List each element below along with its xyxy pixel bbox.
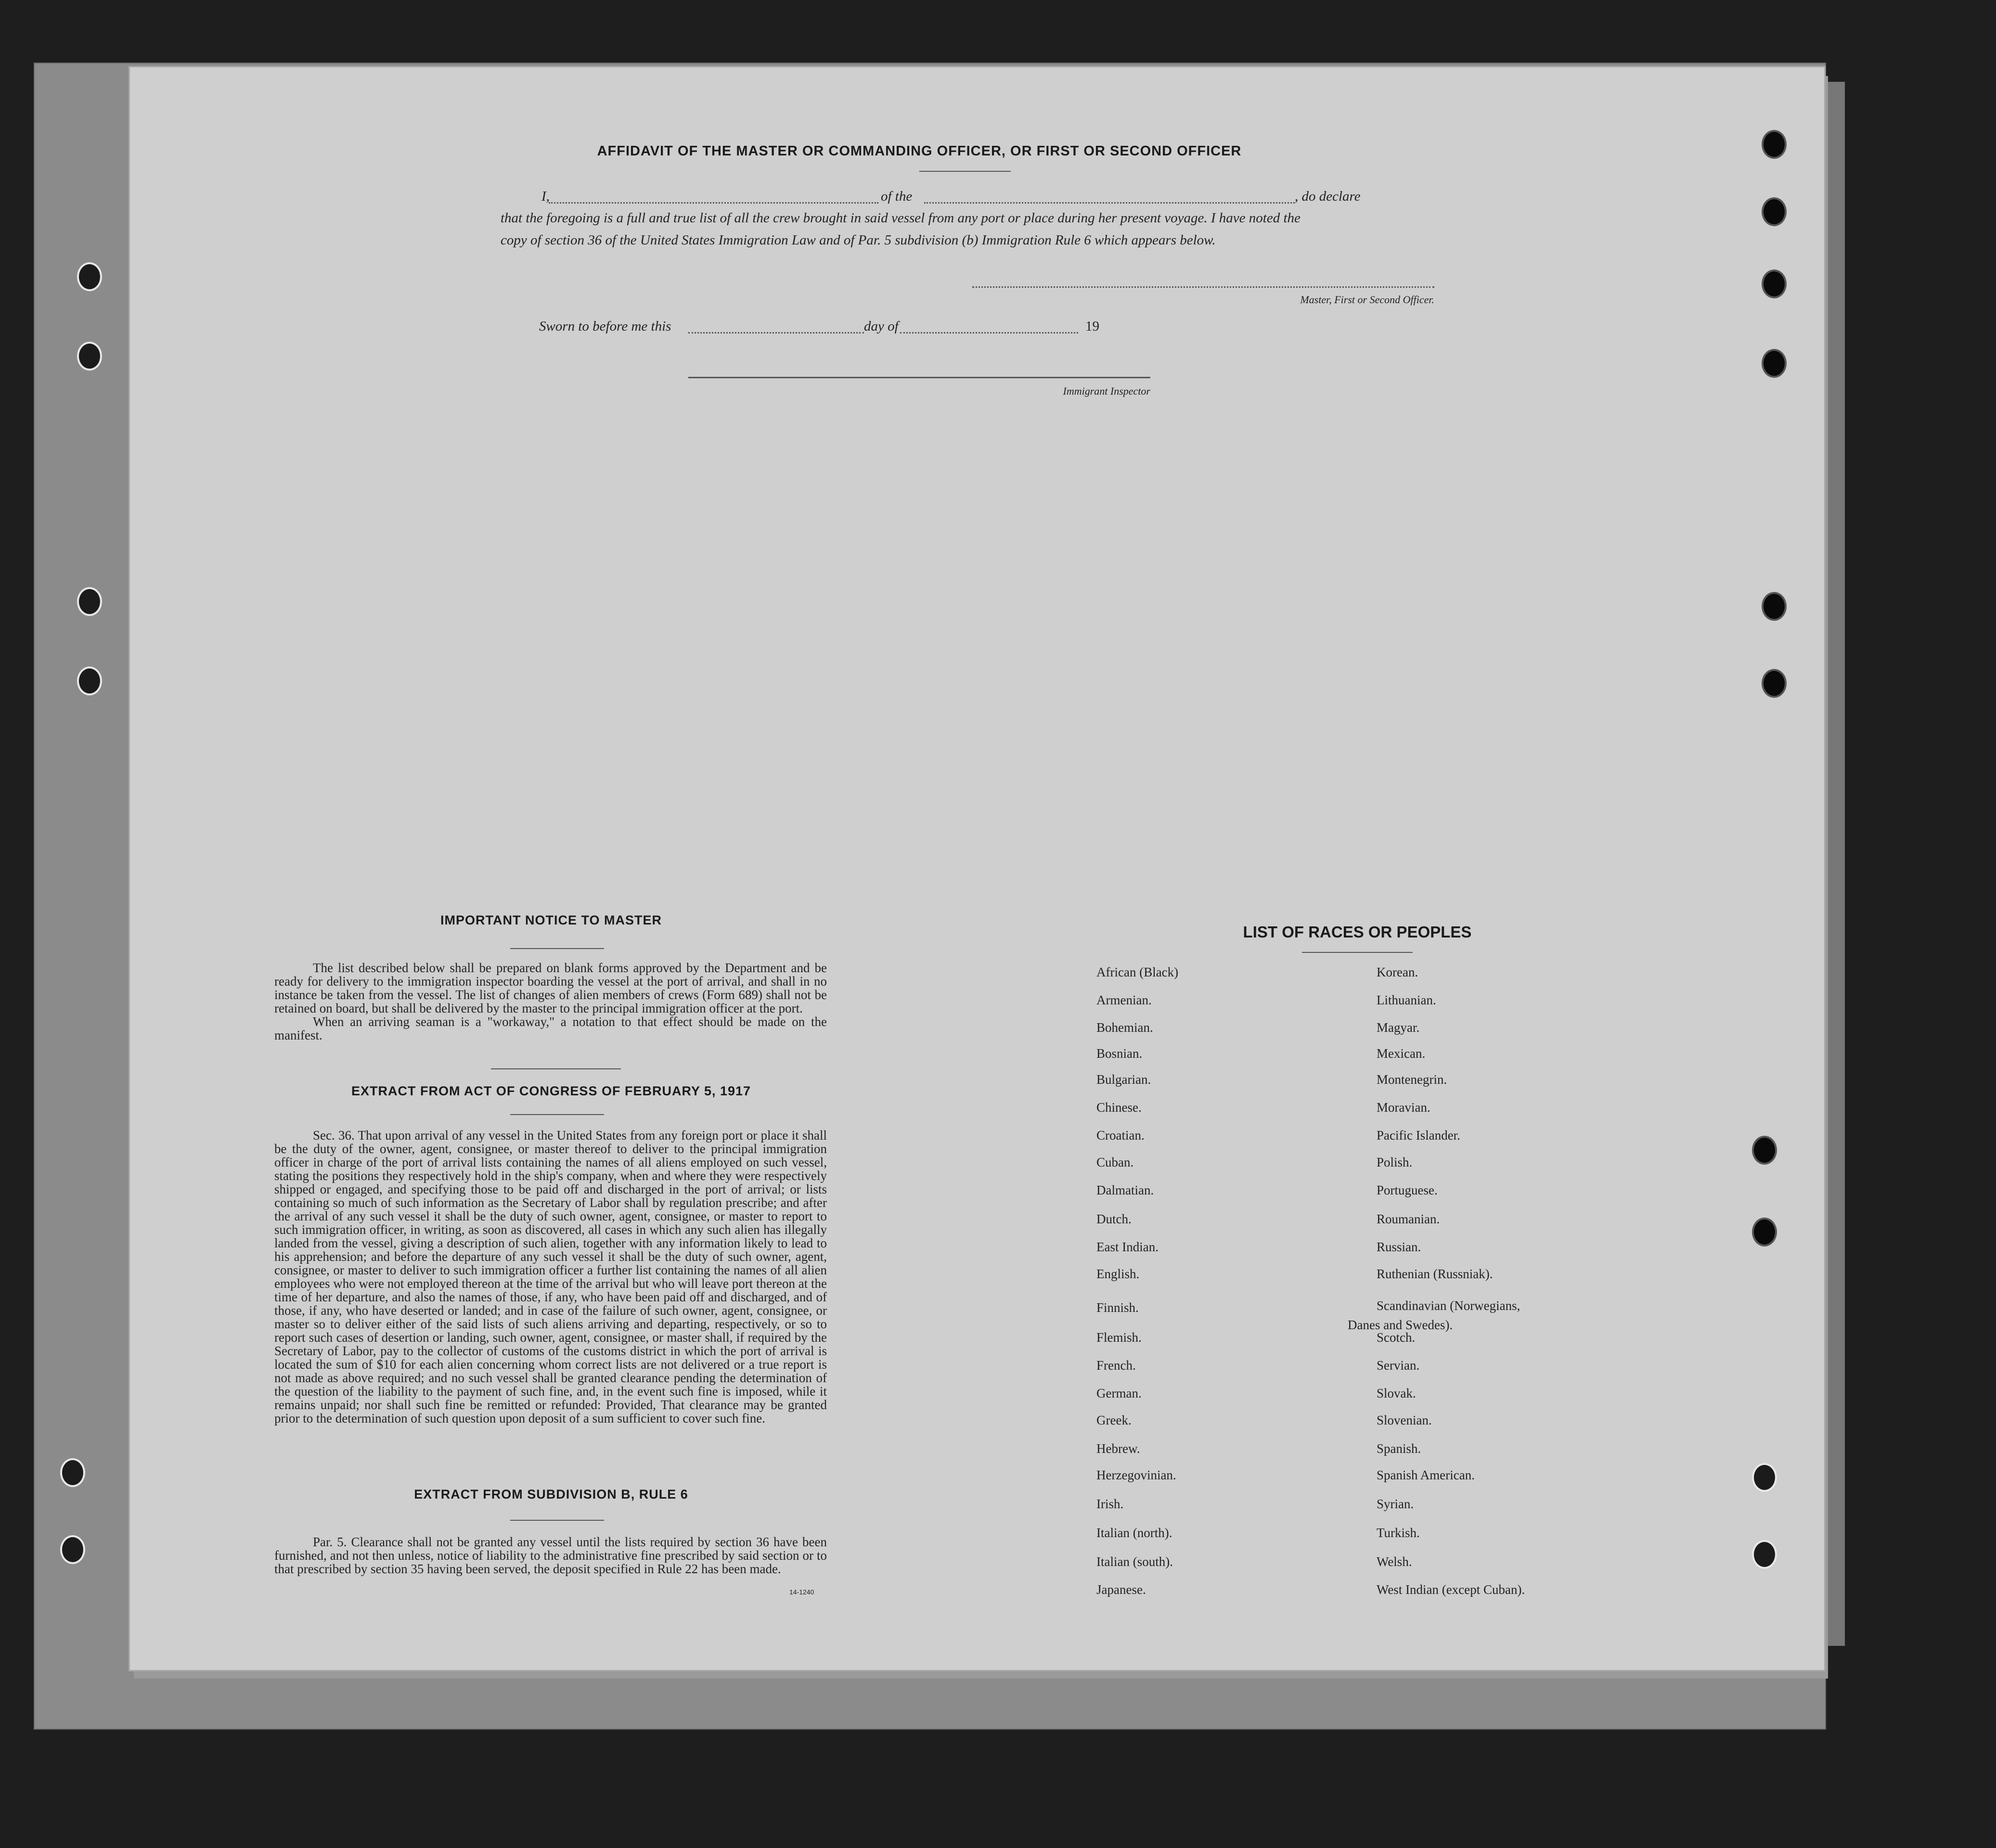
sworn-month-field[interactable] <box>900 332 1078 334</box>
affidavit-of-the: of the <box>881 189 913 204</box>
inspector-signature-field[interactable] <box>688 377 1150 378</box>
vessel-name-field[interactable] <box>924 202 1295 204</box>
race-item: Cuban. <box>1096 1155 1134 1169</box>
binder-hole-icon <box>60 1458 85 1487</box>
punch-hole-icon <box>1762 270 1787 298</box>
punch-hole-icon <box>1752 1136 1777 1165</box>
binder-hole-icon <box>60 1535 85 1564</box>
race-item: East Indian. <box>1096 1240 1159 1254</box>
extract-rule-body <box>274 1535 827 1576</box>
master-signature-label: Master, First or Second Officer. <box>1300 294 1434 306</box>
race-item: Scandinavian (Norwegians, <box>1377 1298 1520 1313</box>
race-item: Japanese. <box>1096 1582 1146 1597</box>
divider <box>510 1114 604 1115</box>
race-item: Polish. <box>1377 1155 1413 1169</box>
inspector-label: Immigrant Inspector <box>1063 385 1150 397</box>
affidavit-title: AFFIDAVIT OF THE MASTER OR COMMANDING OFFICER, OR FIRST OR SECOND OFFICER <box>597 143 1242 159</box>
affidavit-do-declare: , do declare <box>1295 189 1361 204</box>
extract-rule-title: EXTRACT FROM SUBDIVISION B, RULE 6 <box>414 1487 688 1502</box>
race-item: Slovak. <box>1377 1386 1416 1400</box>
race-item: Scotch. <box>1377 1330 1416 1345</box>
divider <box>491 1068 621 1069</box>
race-item: Mexican. <box>1377 1046 1426 1061</box>
officer-name-field[interactable] <box>549 202 878 204</box>
race-item: Syrian. <box>1377 1497 1414 1511</box>
race-item: Korean. <box>1377 965 1418 979</box>
notice-para-2: When an arriving seaman is a "workaway," a notation to that effect should be made on the manifest. <box>274 1014 827 1042</box>
race-item: Welsh. <box>1377 1554 1412 1569</box>
notice-title: IMPORTANT NOTICE TO MASTER <box>440 913 662 927</box>
race-item: Roumanian. <box>1377 1212 1440 1226</box>
punch-hole-icon <box>1762 669 1787 698</box>
sworn-text: Sworn to before me this <box>539 319 671 334</box>
divider <box>510 1520 604 1521</box>
race-item: Dalmatian. <box>1096 1183 1154 1197</box>
race-item: Turkish. <box>1377 1526 1420 1540</box>
binder-hole-icon <box>77 342 102 371</box>
race-item: Moravian. <box>1377 1100 1430 1115</box>
form-code: 14-1240 <box>789 1588 814 1596</box>
race-item: Servian. <box>1377 1358 1420 1373</box>
binder-hole-icon <box>77 587 102 616</box>
punch-hole-icon <box>1762 349 1787 378</box>
race-item: Armenian. <box>1096 993 1152 1007</box>
day-of-label: day of <box>864 319 899 334</box>
sworn-day-field[interactable] <box>688 332 864 334</box>
affidavit-line-2: that the foregoing is a full and true list of all the crew brought in said vessel from any port or place during her present voyage. I have noted the <box>501 210 1301 226</box>
race-item: Croatian. <box>1096 1128 1145 1142</box>
race-item: Portuguese. <box>1377 1183 1438 1197</box>
race-item: Bosnian. <box>1096 1046 1143 1061</box>
punch-hole-icon <box>1752 1218 1777 1246</box>
punch-hole-icon <box>1762 592 1787 621</box>
race-item: Dutch. <box>1096 1212 1132 1226</box>
race-item: Pacific Islander. <box>1377 1128 1460 1142</box>
races-title: LIST OF RACES OR PEOPLES <box>1243 923 1472 941</box>
document-page <box>130 67 1824 1670</box>
notice-para-1: The list described below shall be prepared on blank forms approved by the Department and be ready for delivery to the immigration inspector boarding the vessel at the port of arrival, and shall in no instance be taken from the vessel. The list of changes of alien members of crews (Form 689) shall not be retained on board, but shall be delivered by the master to the principal immigration officer at the port. <box>274 961 827 1015</box>
extract-act-title: EXTRACT FROM ACT OF CONGRESS OF FEBRUARY 5, 1917 <box>351 1084 751 1098</box>
punch-hole-icon <box>1752 1540 1777 1569</box>
race-item: West Indian (except Cuban). <box>1377 1582 1525 1597</box>
master-signature-field[interactable] <box>972 286 1434 288</box>
divider <box>510 948 604 949</box>
notice-body <box>274 961 827 1042</box>
race-item: Hebrew. <box>1096 1441 1140 1456</box>
affidavit-line-3: copy of section 36 of the United States Immigration Law and of Par. 5 subdivision (b) Immigration Rule 6 which appears below. <box>501 232 1216 248</box>
affidavit-i-label: I, <box>541 189 550 204</box>
extract-act-body <box>274 1129 827 1425</box>
race-item: Lithuanian. <box>1377 993 1436 1007</box>
punch-hole-icon <box>1752 1463 1777 1492</box>
race-item: Bohemian. <box>1096 1020 1153 1035</box>
race-item: Spanish American. <box>1377 1468 1475 1482</box>
race-item: Greek. <box>1096 1413 1132 1427</box>
race-item: Herzegovinian. <box>1096 1468 1176 1482</box>
race-item: Finnish. <box>1096 1300 1139 1315</box>
race-item: Magyar. <box>1377 1020 1420 1035</box>
race-item: Montenegrin. <box>1377 1072 1447 1087</box>
par-5-text: Par. 5. Clearance shall not be granted any vessel until the lists required by section 36 have been furnished, and not then unless, notice of liability to the administrative fine prescribed by said section or to that prescribed by section 35 having been served, the deposit specified in Rule 22 has been made. <box>274 1535 827 1576</box>
race-item: Slovenian. <box>1377 1413 1432 1427</box>
race-item: Danes and Swedes). <box>1348 1318 1453 1332</box>
race-item: Bulgarian. <box>1096 1072 1151 1087</box>
race-item: Spanish. <box>1377 1441 1421 1456</box>
punch-hole-icon <box>1762 197 1787 226</box>
race-item: Irish. <box>1096 1497 1124 1511</box>
race-item: Flemish. <box>1096 1330 1142 1345</box>
year-prefix: 19 <box>1085 319 1099 334</box>
divider <box>919 171 1011 172</box>
race-item: English. <box>1096 1267 1140 1281</box>
race-item: Italian (north). <box>1096 1526 1172 1540</box>
punch-hole-icon <box>1762 130 1787 159</box>
section-36-text: Sec. 36. That upon arrival of any vessel in the United States from any foreign port or place it shall be the duty of the owner, agent, consignee, or master thereof to deliver to the principal immigration officer in charge of the port of arrival lists containing the names of all aliens employed on such vessel, stating the positions they respectively hold in the ship's company, when and where they were respectively shipped or engaged, and specifying those to be paid off and discharged in the port of arrival; or lists containing so much of such information as the Secretary of Labor shall by regulation prescribe; and after the arrival of any such vessel it shall be the duty of such owner, agent, consignee, or master to report to such immigration officer, in writing, as soon as discovered, all cases in which any such alien has illegally landed from the vessel, giving a description of such alien, together with any information likely to lead to his apprehension; and before the departure of any such vessel it shall be the duty of such owner, agent, consignee, or master to deliver to such immigration officer a further list containing the names of all alien employees who were not employed thereon at the time of the arrival but who will leave port thereon at the time of her departure, and also the names of those, if any, who have been paid off and discharged, and of those, if any, who have deserted or landed; and in case of the failure of such owner, agent, consignee, or master so to deliver either of the said lists of such aliens arriving and departing, respectively, or so to report such cases of desertion or landing, such owner, agent, consignee, or master shall, if required by the Secretary of Labor, pay to the collector of customs of the customs district in which the port of arrival is located the sum of $10 for each alien concerning whom correct lists are not delivered or a true report is not made as above required; and no such vessel shall be granted clearance pending the determination of the question of the liability to the payment of such fine, and, in the event such fine is imposed, while it remains unpaid; nor shall such fine be remitted or refunded: Provided, That clearance may be granted prior to the determination of such question upon deposit of a sum sufficient to cover such fine. <box>274 1128 827 1425</box>
divider <box>1302 952 1413 953</box>
race-item: German. <box>1096 1386 1142 1400</box>
race-item: Ruthenian (Russniak). <box>1377 1267 1493 1281</box>
race-item: Italian (south). <box>1096 1554 1173 1569</box>
race-item: African (Black) <box>1096 965 1179 979</box>
race-item: Chinese. <box>1096 1100 1142 1115</box>
binder-hole-icon <box>77 667 102 695</box>
race-item: Russian. <box>1377 1240 1421 1254</box>
binder-hole-icon <box>77 262 102 291</box>
race-item: French. <box>1096 1358 1136 1373</box>
